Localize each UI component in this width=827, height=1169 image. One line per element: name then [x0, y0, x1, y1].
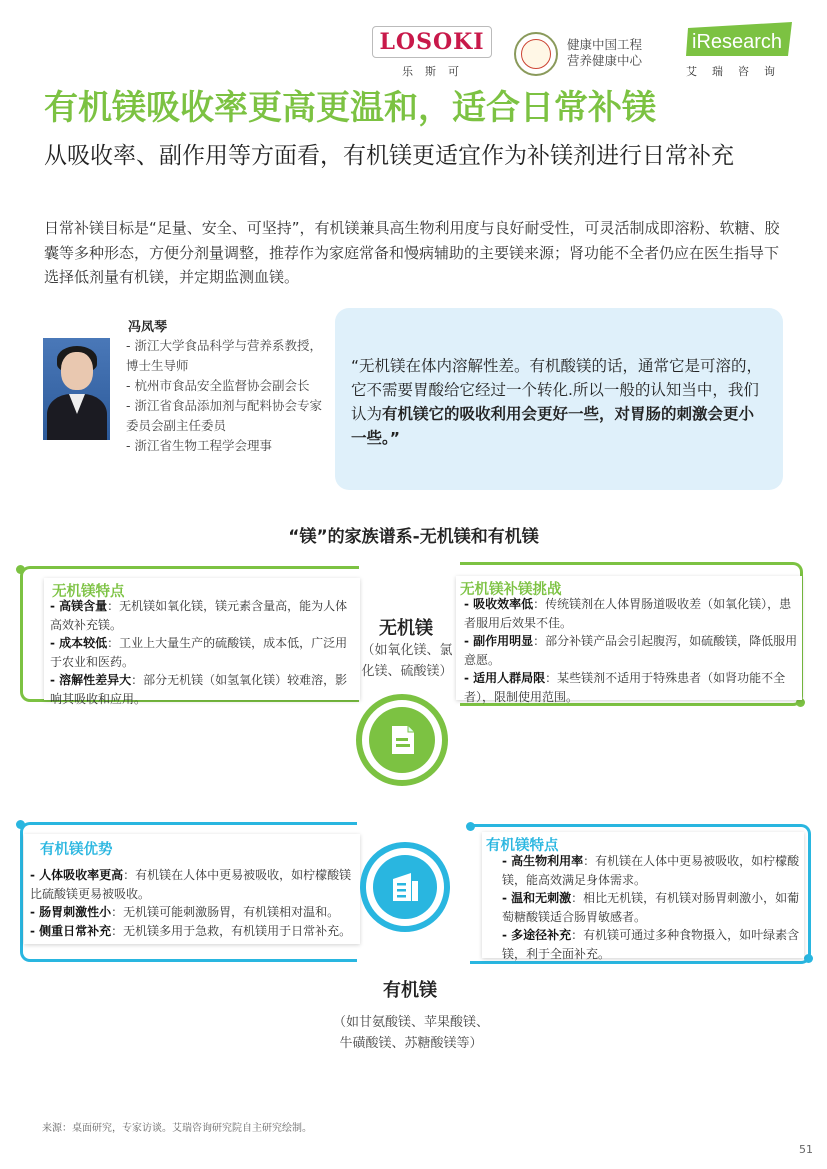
- expert-title-item: - 浙江大学食品科学与营养系教授，博士生导师: [126, 338, 322, 373]
- inorganic-features-title: 无机镁特点: [52, 584, 125, 600]
- expert-title-item: - 杭州市食品安全监督协会副会长: [126, 378, 310, 393]
- seal-org-name: [567, 37, 642, 69]
- list-item: - 溶解性差异大：部分无机镁（如氢氧化镁）较难溶，影响其吸收和应用。: [50, 673, 348, 706]
- inorganic-challenges-title: 无机镁补镁挑战: [460, 582, 562, 598]
- connector-dot: [16, 820, 25, 829]
- expert-title-item: - 浙江省生物工程学会理事: [126, 438, 272, 453]
- document-icon: [382, 720, 422, 760]
- expert-quote-box: [335, 308, 783, 490]
- organic-examples-line2: 牛磺酸镁、苏糖酸镁等）: [339, 1036, 483, 1051]
- seal-text-line1: 健康中国工程: [567, 37, 643, 52]
- expert-title-item: - 浙江省食品添加剂与配料协会专家委员会副主任委员: [126, 398, 322, 433]
- organic-features-box: [482, 832, 804, 961]
- losoki-logo: LOSOKI: [372, 26, 492, 58]
- list-item: - 副作用明显：部分补镁产品会引起腹泻，如硫酸镁，降低服用意愿。: [464, 634, 798, 667]
- inorganic-challenges-box: [456, 576, 802, 704]
- inorganic-features-list: [50, 597, 350, 708]
- list-item: - 高生物利用率：有机镁在人体中更易被吸收，如柠檬酸镁，能高效满足身体需求。: [502, 854, 800, 887]
- organic-circle: [360, 842, 450, 932]
- iresearch-subtitle: 艾瑞咨询: [686, 65, 790, 78]
- expert-photo: [43, 338, 110, 440]
- quote-plain-text: “无机镁在体内溶解性差。有机酸镁的话，通常它是可溶的，它不需要胃酸给它经过一个转化.所以一般的认知当中，我们认为: [351, 357, 763, 423]
- list-item: - 肠胃刺激性小：无机镁可能刺激肠胃，有机镁相对温和。: [30, 905, 340, 919]
- inorganic-features-box: [44, 578, 360, 706]
- inorganic-challenges-list: [464, 595, 798, 706]
- list-item: - 侧重日常补充：无机镁多用于急救，有机镁用于日常补充。: [30, 923, 352, 938]
- inorganic-label: 无机镁: [379, 618, 433, 639]
- building-icon: [385, 867, 425, 907]
- list-item: - 吸收效率低：传统镁剂在人体胃肠道吸收差（如氧化镁），患者服用后效果不佳。: [464, 597, 792, 630]
- organic-examples: [318, 1012, 504, 1054]
- family-diagram-title: “镁”的家族谱系-无机镁和有机镁: [288, 527, 539, 547]
- page-title: 有机镁吸收率更高更温和，适合日常补镁: [44, 88, 656, 128]
- source-note: 来源：桌面研究，专家访谈。艾瑞咨询研究院自主研究绘制。: [42, 1123, 312, 1134]
- list-item: - 人体吸收率更高：有机镁在人体中更易被吸收，如柠檬酸镁比硫酸镁更易被吸收。: [30, 868, 352, 901]
- page-subtitle: 从吸收率、副作用等方面看，有机镁更适宜作为补镁剂进行日常补充: [44, 143, 734, 169]
- iresearch-logo: [684, 22, 796, 58]
- expert-name: 冯凤琴: [128, 320, 168, 335]
- inorganic-circle: [356, 694, 448, 786]
- list-item: - 温和无刺激：相比无机镁，有机镁对肠胃刺激小，如葡萄糖酸镁适合肠胃敏感者。: [502, 891, 800, 924]
- losoki-subtitle: 乐斯可: [402, 65, 471, 78]
- inorganic-examples: （如氧化镁、氯化镁、硫酸镁）: [361, 643, 453, 679]
- organic-examples-line1: （如甘氨酸镁、苹果酸镁、: [332, 1015, 489, 1030]
- quote-bold-text: 有机镁它的吸收利用会更好一些，对胃肠的刺激会更小一些。”: [351, 405, 755, 447]
- list-item: - 适用人群局限：某些镁剂不适用于特殊患者（如肾功能不全者），限制使用范围。: [464, 671, 786, 704]
- page-number: 51: [799, 1143, 813, 1156]
- organic-features-title: 有机镁特点: [486, 838, 559, 854]
- organic-advantages-list: [30, 866, 354, 940]
- organic-label: 有机镁: [383, 980, 437, 1001]
- organic-advantages-title: 有机镁优势: [40, 842, 113, 858]
- seal-text-line2: 营养健康中心: [567, 53, 643, 68]
- list-item: - 多途径补充：有机镁可通过多种食物摄入，如叶绿素含镁，利于全面补充。: [502, 928, 800, 961]
- expert-titles: [126, 336, 322, 456]
- expert-quote: [351, 354, 769, 450]
- organic-features-list: [502, 852, 800, 963]
- svg-text:iResearch: iResearch: [692, 31, 783, 53]
- seal-logo-icon: [514, 32, 558, 76]
- list-item: - 成本较低：工业上大量生产的硫酸镁，成本低，广泛用于农业和医药。: [50, 636, 348, 669]
- organic-advantages-box: [24, 834, 360, 944]
- connector-dot: [16, 565, 25, 574]
- intro-paragraph: 日常补镁目标是“足量、安全、可坚持”，有机镁兼具高生物利用度与良好耐受性，可灵活制成即溶粉、软糖、胶囊等多种形态，方便分剂量调整，推荐作为家庭常备和慢病辅助的主要镁来源；肾功能不全者仍应在医生指导下选择低剂量有机镁，并定期监测血镁。: [44, 219, 780, 286]
- list-item: - 高镁含量：无机镁如氧化镁，镁元素含量高，能为人体高效补充镁。: [50, 599, 348, 632]
- connector-dot: [804, 954, 813, 963]
- connector-dot: [466, 822, 475, 831]
